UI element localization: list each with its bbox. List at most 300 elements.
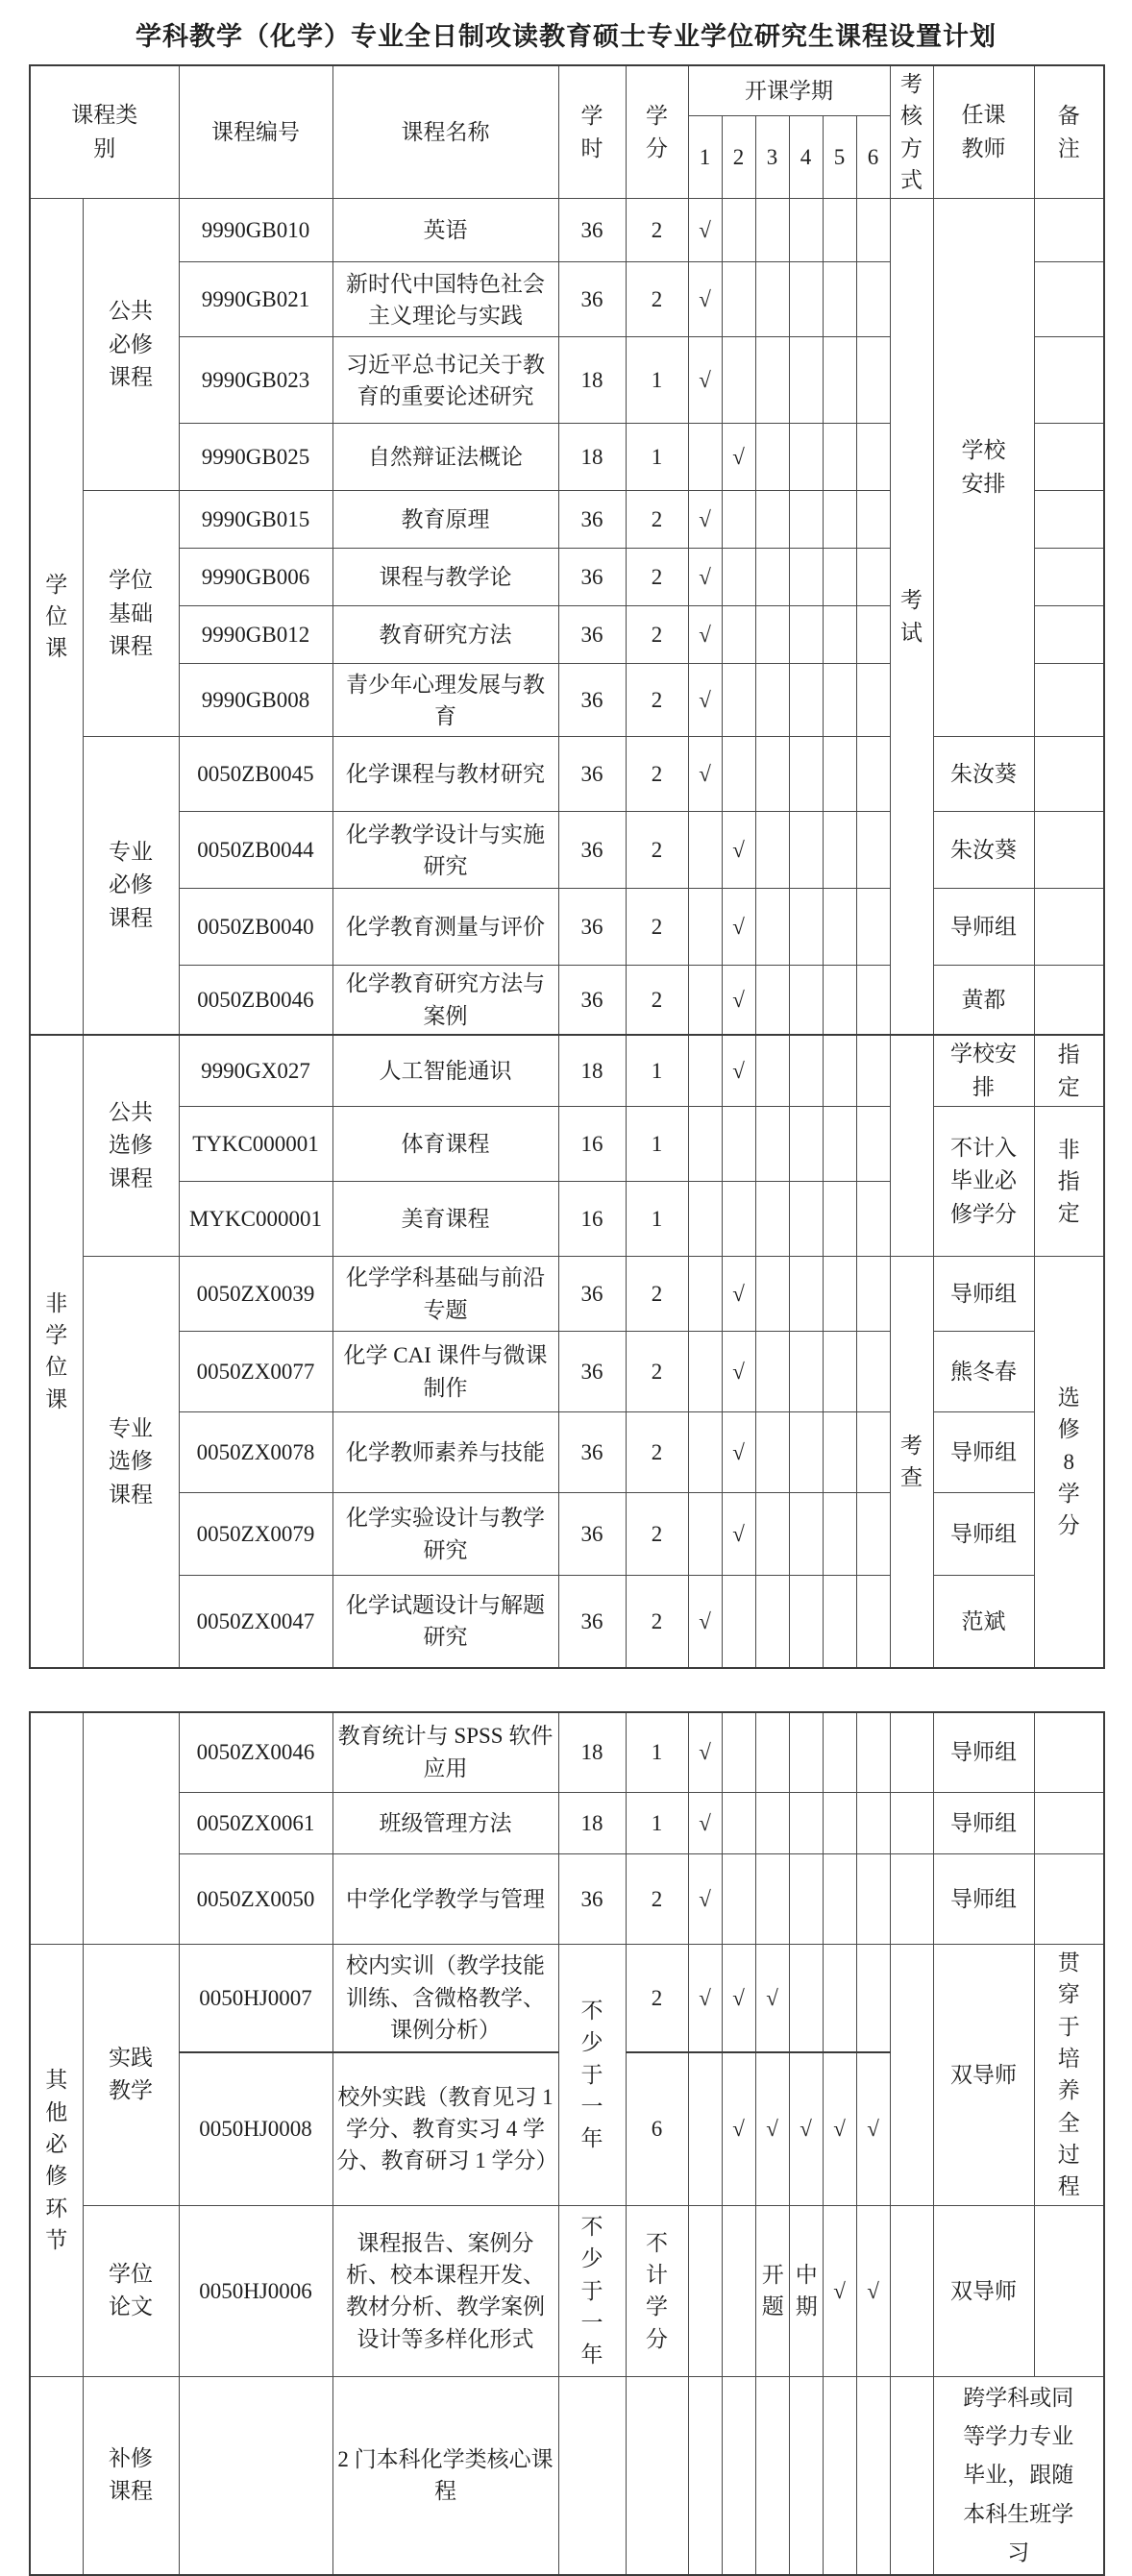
- cell-remark: [1034, 1854, 1104, 1945]
- cell-semester-check: [789, 812, 823, 889]
- cell-semester-check: [856, 1182, 890, 1257]
- cell-category-empty: [30, 1712, 83, 1945]
- cell-course-name: 班级管理方法: [332, 1793, 558, 1854]
- cell-semester-check: [856, 337, 890, 424]
- cell-course-name: 课程报告、案例分析、校本课程开发、教材分析、教学案例设计等多样化形式: [332, 2205, 558, 2376]
- cell-semester-check: [722, 1182, 755, 1257]
- cell-semester-check: [722, 606, 755, 664]
- table-row: [30, 1257, 1104, 1332]
- cell-semester-check: [755, 2376, 789, 2575]
- cell-semester-check: √: [688, 337, 722, 424]
- cell-semester-check: [755, 1854, 789, 1945]
- cell-remark: [1034, 606, 1104, 664]
- cell-semester-check: √: [789, 2052, 823, 2206]
- cell-assessment-review: 考查: [890, 1257, 933, 1668]
- cell-semester-check: [789, 1412, 823, 1493]
- cell-semester-check: [856, 549, 890, 606]
- cell-semester-check: [722, 491, 755, 549]
- cell-semester-check: [688, 1182, 722, 1257]
- cell-semester-check: [789, 1107, 823, 1182]
- header-assessment: 考核方式: [890, 65, 933, 199]
- cell-semester-check: [755, 1493, 789, 1576]
- cell-credits: 2: [626, 606, 688, 664]
- cell-semester-check: [856, 1945, 890, 2052]
- cell-hours: 18: [558, 424, 626, 491]
- cell-semester-check: [789, 1035, 823, 1107]
- cell-semester-check: [688, 2205, 722, 2376]
- cell-teacher-dual: 双导师: [933, 1945, 1034, 2206]
- cell-assessment-empty: [890, 1035, 933, 1257]
- cell-subcategory-major-required: 专业必修课程: [83, 737, 179, 1035]
- table-row: [30, 1332, 1104, 1412]
- cell-semester-check: [823, 491, 856, 549]
- header-course-code: 课程编号: [179, 65, 332, 199]
- cell-semester-check: [722, 2205, 755, 2376]
- cell-semester-check: [789, 1182, 823, 1257]
- cell-remark-whole-process: 贯穿于培养全过程: [1034, 1945, 1104, 2206]
- cell-semester-check: [823, 337, 856, 424]
- cell-semester-check: √: [722, 1945, 755, 2052]
- cell-semester-check: √: [722, 889, 755, 966]
- cell-semester-check: √: [688, 1945, 722, 2052]
- cell-course-name: 体育课程: [332, 1107, 558, 1182]
- cell-semester-check: [789, 199, 823, 262]
- cell-hours: 36: [558, 889, 626, 966]
- cell-semester-check: √: [688, 1854, 722, 1945]
- cell-credits: 2: [626, 1412, 688, 1493]
- cell-semester-check: [755, 424, 789, 491]
- cell-hours: 36: [558, 606, 626, 664]
- cell-semester-check: √: [823, 2205, 856, 2376]
- cell-hours: 36: [558, 1576, 626, 1668]
- cell-teacher: 导师组: [933, 1257, 1034, 1332]
- cell-course-code: 0050ZB0045: [179, 737, 332, 812]
- cell-subcategory-degree-basic: 学位基础课程: [83, 491, 179, 737]
- cell-course-code: 0050HJ0008: [179, 2052, 332, 2206]
- cell-teacher: 导师组: [933, 1854, 1034, 1945]
- cell-semester-check: [856, 1712, 890, 1793]
- cell-credits: 2: [626, 549, 688, 606]
- cell-credits: 1: [626, 1107, 688, 1182]
- cell-semester-check: √: [722, 424, 755, 491]
- cell-semester-check: √: [688, 262, 722, 337]
- cell-semester-check: [856, 1107, 890, 1182]
- cell-semester-check: [722, 549, 755, 606]
- cell-remark: [1034, 262, 1104, 337]
- table-row: [30, 1493, 1104, 1576]
- cell-course-name: 中学化学教学与管理: [332, 1854, 558, 1945]
- cell-semester-check: [823, 1712, 856, 1793]
- cell-semester-check: √: [688, 491, 722, 549]
- cell-assessment-empty: [890, 1854, 933, 1945]
- cell-semester-check: [789, 889, 823, 966]
- cell-semester-check: √: [688, 606, 722, 664]
- cell-semester-check: [755, 966, 789, 1035]
- page-title: 学科教学（化学）专业全日制攻读教育硕士专业学位研究生课程设置计划: [135, 22, 997, 51]
- course-plan-table-1: [29, 64, 1105, 1669]
- cell-assessment-empty: [890, 1793, 933, 1854]
- cell-course-code: 9990GB023: [179, 337, 332, 424]
- cell-semester-check: [823, 966, 856, 1035]
- table-row: [30, 1945, 1104, 2052]
- cell-course-name: 2 门本科化学类核心课程: [332, 2376, 558, 2575]
- cell-teacher-dual: 双导师: [933, 2205, 1034, 2376]
- cell-semester-check: [856, 1257, 890, 1332]
- cell-credits: 1: [626, 1712, 688, 1793]
- cell-semester-check: [856, 1332, 890, 1412]
- cell-course-name: 化学教育研究方法与案例: [332, 966, 558, 1035]
- cell-course-name: 教育原理: [332, 491, 558, 549]
- cell-remark: [1034, 337, 1104, 424]
- table-row: [30, 1712, 1104, 1793]
- table-row: [30, 1412, 1104, 1493]
- cell-course-code: 0050ZX0077: [179, 1332, 332, 1412]
- cell-semester-check: [755, 889, 789, 966]
- header-row-1: [30, 65, 1104, 115]
- cell-course-name: 校内实训（教学技能训练、含微格教学、课例分析）: [332, 1945, 558, 2052]
- cell-course-code: 0050ZB0040: [179, 889, 332, 966]
- cell-semester-check: [823, 549, 856, 606]
- cell-course-code: 9990GB012: [179, 606, 332, 664]
- cell-remark: [1034, 199, 1104, 262]
- cell-semester-check: [856, 199, 890, 262]
- cell-semester-check: [755, 1412, 789, 1493]
- cell-course-code: 0050ZX0046: [179, 1712, 332, 1793]
- cell-hours: 18: [558, 1793, 626, 1854]
- cell-semester-check: [755, 606, 789, 664]
- cell-course-code: 0050ZX0061: [179, 1793, 332, 1854]
- cell-semester-check: [823, 1257, 856, 1332]
- cell-hours: 18: [558, 1712, 626, 1793]
- cell-teacher: 朱汝葵: [933, 812, 1034, 889]
- cell-remark: [1034, 812, 1104, 889]
- cell-semester-check: √: [722, 1035, 755, 1107]
- cell-teacher: 导师组: [933, 1412, 1034, 1493]
- cell-remark-assigned: 指定: [1034, 1035, 1104, 1107]
- cell-remark: [1034, 549, 1104, 606]
- cell-course-code: 9990GX027: [179, 1035, 332, 1107]
- cell-semester-check: [755, 1332, 789, 1412]
- cell-semester-check: [755, 737, 789, 812]
- cell-semester-check: [823, 1332, 856, 1412]
- cell-semester-check: [789, 1712, 823, 1793]
- cell-semester-check: [755, 1035, 789, 1107]
- cell-semester-check: [755, 549, 789, 606]
- cell-semester-check: √: [755, 1945, 789, 2052]
- cell-semester-check: √: [722, 1493, 755, 1576]
- cell-hours-thesis: 不少于一年: [558, 2205, 626, 2376]
- header-credits: 学分: [626, 65, 688, 199]
- cell-semester-check: [688, 424, 722, 491]
- cell-credits-thesis: 不计学分: [626, 2205, 688, 2376]
- cell-semester-check: [856, 1793, 890, 1854]
- cell-credits: 2: [626, 1332, 688, 1412]
- cell-semester-check: √: [856, 2052, 890, 2206]
- cell-semester-check: [755, 1107, 789, 1182]
- cell-course-code: 9990GB006: [179, 549, 332, 606]
- cell-course-name: 人工智能通识: [332, 1035, 558, 1107]
- cell-semester-check: √: [722, 1412, 755, 1493]
- cell-credits: 2: [626, 1945, 688, 2052]
- cell-hours: [558, 2376, 626, 2575]
- cell-semester-check: [823, 1493, 856, 1576]
- cell-semester-check: [856, 2376, 890, 2575]
- cell-hours: 16: [558, 1182, 626, 1257]
- cell-remark: [1034, 1793, 1104, 1854]
- cell-semester-check: [823, 1945, 856, 2052]
- cell-semester-check: [722, 1576, 755, 1668]
- cell-semester-check: √: [688, 737, 722, 812]
- cell-semester-check: [688, 812, 722, 889]
- cell-semester-check: [823, 2376, 856, 2575]
- cell-credits: [626, 2376, 688, 2575]
- cell-semester-check: [823, 889, 856, 966]
- cell-semester-check: √: [688, 1712, 722, 1793]
- cell-semester-check: √: [722, 812, 755, 889]
- cell-semester-check: [789, 1576, 823, 1668]
- cell-semester-check: [823, 1793, 856, 1854]
- cell-credits: 2: [626, 812, 688, 889]
- cell-semester-check: [688, 2376, 722, 2575]
- cell-course-name: 美育课程: [332, 1182, 558, 1257]
- cell-course-code: 0050ZX0047: [179, 1576, 332, 1668]
- header-hours: 学时: [558, 65, 626, 199]
- table-row: [30, 966, 1104, 1035]
- cell-semester-proposal: 开题: [755, 2205, 789, 2376]
- cell-semester-check: √: [856, 2205, 890, 2376]
- cell-teacher: 黄都: [933, 966, 1034, 1035]
- cell-course-code: MYKC000001: [179, 1182, 332, 1257]
- cell-teacher-school: 学校安排: [933, 1035, 1034, 1107]
- table-row: [30, 737, 1104, 812]
- table-row: [30, 2376, 1104, 2575]
- cell-hours: 36: [558, 664, 626, 737]
- cell-course-code: 0050ZX0078: [179, 1412, 332, 1493]
- cell-credits: 2: [626, 491, 688, 549]
- cell-category-other-required: 其他必修环节: [30, 1945, 83, 2377]
- cell-semester-check: √: [722, 2052, 755, 2206]
- course-plan-table-2: [29, 1711, 1105, 2576]
- cell-semester-check: [722, 1107, 755, 1182]
- cell-credits: 2: [626, 262, 688, 337]
- cell-semester-check: [722, 199, 755, 262]
- cell-remark: [1034, 1712, 1104, 1793]
- cell-remark: [1034, 424, 1104, 491]
- cell-semester-check: [823, 737, 856, 812]
- cell-credits: 1: [626, 424, 688, 491]
- cell-teacher: 熊冬春: [933, 1332, 1034, 1412]
- cell-semester-check: √: [688, 1793, 722, 1854]
- cell-semester-check: [755, 262, 789, 337]
- cell-course-code: 0050ZX0039: [179, 1257, 332, 1332]
- cell-course-name: 英语: [332, 199, 558, 262]
- cell-subcategory-empty: [83, 1712, 179, 1945]
- cell-semester-check: [856, 664, 890, 737]
- cell-semester-check: √: [688, 549, 722, 606]
- cell-semester-check: [856, 889, 890, 966]
- cell-course-name: 课程与教学论: [332, 549, 558, 606]
- cell-semester-check: [755, 337, 789, 424]
- table-row: [30, 889, 1104, 966]
- cell-semester-check: [722, 1793, 755, 1854]
- cell-course-code: 9990GB008: [179, 664, 332, 737]
- cell-credits: 1: [626, 337, 688, 424]
- cell-hours: 36: [558, 1332, 626, 1412]
- header-course-name: 课程名称: [332, 65, 558, 199]
- cell-semester-check: [688, 2052, 722, 2206]
- cell-assessment-empty: [890, 2205, 933, 2376]
- cell-course-name: 化学实验设计与教学研究: [332, 1493, 558, 1576]
- cell-teacher: 朱汝葵: [933, 737, 1034, 812]
- cell-semester-check: [823, 1182, 856, 1257]
- cell-course-name: 化学学科基础与前沿专题: [332, 1257, 558, 1332]
- cell-course-code: 0050ZX0079: [179, 1493, 332, 1576]
- cell-semester-check: [755, 491, 789, 549]
- cell-subcategory-public-elective: 公共选修课程: [83, 1035, 179, 1257]
- cell-remark-elective8: 选修8学分: [1034, 1257, 1104, 1668]
- cell-semester-check: [823, 424, 856, 491]
- cell-semester-check: [789, 262, 823, 337]
- cell-course-name: 化学教师素养与技能: [332, 1412, 558, 1493]
- cell-assessment-empty: [890, 2376, 933, 2575]
- cell-semester-check: [789, 1854, 823, 1945]
- cell-semester-check: [823, 664, 856, 737]
- cell-semester-check: [722, 1712, 755, 1793]
- cell-semester-check: [688, 1257, 722, 1332]
- cell-semester-check: [789, 1332, 823, 1412]
- cell-semester-check: [755, 1793, 789, 1854]
- cell-semester-check: [789, 491, 823, 549]
- cell-hours: 36: [558, 1412, 626, 1493]
- cell-semester-check: [755, 1576, 789, 1668]
- cell-course-code: 0050ZX0050: [179, 1854, 332, 1945]
- cell-credits: 1: [626, 1182, 688, 1257]
- cell-course-code: TYKC000001: [179, 1107, 332, 1182]
- cell-credits: 2: [626, 737, 688, 812]
- cell-semester-check: [856, 1576, 890, 1668]
- cell-teacher: 范斌: [933, 1576, 1034, 1668]
- cell-semester-check: [755, 812, 789, 889]
- cell-hours: 36: [558, 262, 626, 337]
- cell-credits: 2: [626, 1576, 688, 1668]
- cell-credits: 6: [626, 2052, 688, 2206]
- cell-category-nondegree: 非学位课: [30, 1035, 83, 1668]
- page-break-gap: [0, 1669, 1132, 1711]
- cell-semester-check: [789, 664, 823, 737]
- table-row: [30, 1107, 1104, 1182]
- cell-semester-check: [722, 2376, 755, 2575]
- header-semester-3: 3: [755, 115, 789, 198]
- cell-semester-check: [823, 1576, 856, 1668]
- cell-course-code: 0050HJ0007: [179, 1945, 332, 2052]
- cell-credits: 2: [626, 889, 688, 966]
- cell-assessment-exam: 考试: [890, 199, 933, 1035]
- cell-semester-check: [789, 966, 823, 1035]
- header-semester-6: 6: [856, 115, 890, 198]
- cell-hours: 36: [558, 199, 626, 262]
- cell-semester-check: √: [722, 966, 755, 1035]
- cell-semester-check: [789, 1793, 823, 1854]
- cell-hours: 18: [558, 1035, 626, 1107]
- cell-semester-check: [722, 737, 755, 812]
- cell-teacher-school: 学校安排: [933, 199, 1034, 737]
- cell-course-name: 化学 CAI 课件与微课制作: [332, 1332, 558, 1412]
- cell-semester-check: [722, 337, 755, 424]
- cell-course-code: 0050HJ0006: [179, 2205, 332, 2376]
- cell-semester-check: [722, 262, 755, 337]
- cell-assessment-empty: [890, 1945, 933, 2206]
- cell-semester-check: [688, 889, 722, 966]
- cell-course-code: 9990GB025: [179, 424, 332, 491]
- cell-semester-check: √: [722, 1257, 755, 1332]
- cell-hours: 36: [558, 1257, 626, 1332]
- cell-semester-check: [856, 966, 890, 1035]
- header-semester-group: 开课学期: [688, 65, 890, 115]
- cell-semester-check: [856, 1412, 890, 1493]
- cell-semester-check: [856, 812, 890, 889]
- cell-semester-check: [823, 262, 856, 337]
- header-semester-2: 2: [722, 115, 755, 198]
- cell-credits: 2: [626, 1493, 688, 1576]
- header-semester-1: 1: [688, 115, 722, 198]
- cell-semester-check: [823, 1854, 856, 1945]
- cell-semester-check: [722, 1854, 755, 1945]
- cell-semester-check: [823, 1412, 856, 1493]
- cell-semester-check: √: [688, 664, 722, 737]
- cell-remark: [1034, 966, 1104, 1035]
- cell-semester-check: √: [722, 1332, 755, 1412]
- header-category: 课程类别: [30, 65, 179, 199]
- cell-teacher: 导师组: [933, 1493, 1034, 1576]
- cell-course-code: 9990GB015: [179, 491, 332, 549]
- cell-course-name: 化学试题设计与解题研究: [332, 1576, 558, 1668]
- cell-course-name: 青少年心理发展与教育: [332, 664, 558, 737]
- cell-semester-check: [789, 1257, 823, 1332]
- cell-semester-check: [823, 1107, 856, 1182]
- cell-remark: [1034, 664, 1104, 737]
- table-row: [30, 1576, 1104, 1668]
- cell-semester-check: [856, 491, 890, 549]
- cell-hours: 36: [558, 966, 626, 1035]
- cell-semester-check: [856, 1035, 890, 1107]
- cell-subcategory-thesis: 学位论文: [83, 2205, 179, 2376]
- cell-course-code: 0050ZB0046: [179, 966, 332, 1035]
- cell-semester-check: [856, 424, 890, 491]
- cell-teacher: 导师组: [933, 1712, 1034, 1793]
- cell-course-name: 习近平总书记关于教育的重要论述研究: [332, 337, 558, 424]
- cell-semester-check: [688, 1412, 722, 1493]
- table-row: [30, 812, 1104, 889]
- cell-semester-check: [789, 424, 823, 491]
- cell-credits: 2: [626, 1257, 688, 1332]
- cell-course-name: 化学教育测量与评价: [332, 889, 558, 966]
- cell-semester-check: [722, 664, 755, 737]
- cell-semester-check: [755, 199, 789, 262]
- cell-remark: [1034, 491, 1104, 549]
- cell-hours: 18: [558, 337, 626, 424]
- cell-credits: 2: [626, 199, 688, 262]
- cell-hours: 36: [558, 1854, 626, 1945]
- cell-subcategory-supplement: 补修课程: [83, 2376, 179, 2575]
- cell-semester-check: [789, 606, 823, 664]
- cell-course-code: 9990GB021: [179, 262, 332, 337]
- cell-semester-check: [856, 1493, 890, 1576]
- cell-semester-check: [688, 1493, 722, 1576]
- cell-remark: [1034, 889, 1104, 966]
- cell-remark-non-assigned: 非指定: [1034, 1107, 1104, 1257]
- cell-semester-check: [856, 262, 890, 337]
- cell-subcategory-practice: 实践教学: [83, 1945, 179, 2206]
